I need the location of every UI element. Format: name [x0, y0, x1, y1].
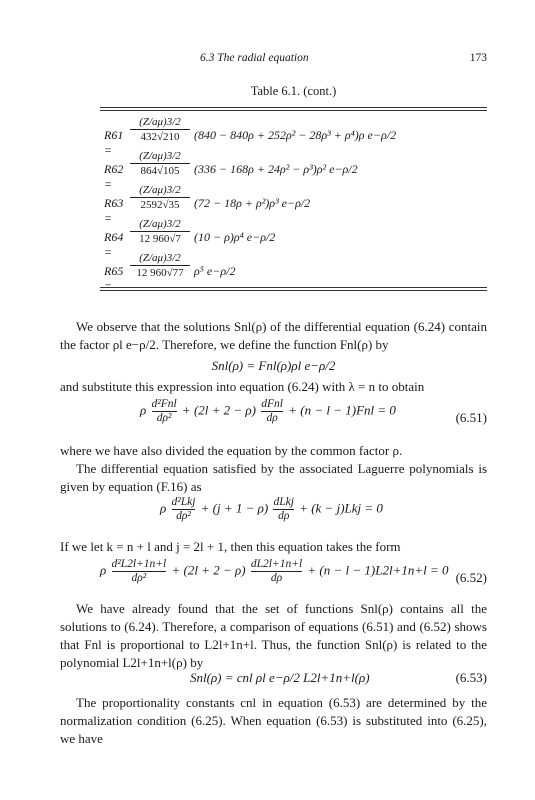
equation-number: (6.51) [455, 410, 487, 425]
row-lhs: R63 = [104, 196, 124, 225]
paragraph: The differential equation satisfied by the associated Laguerre polynomials is given by equation (F.16) as [60, 461, 487, 494]
equation-6-52 [60, 558, 487, 598]
row-den: 432√210 [140, 131, 180, 143]
eq-tail: + (k − j)Lkj = 0 [299, 500, 383, 516]
eq-frac-num: d²L2l+1n+l [111, 558, 167, 570]
paragraph: We observe that the solutions Snl(ρ) of the differential equation (6.24) contain the factor ρl e−ρ/2. Therefore, we define the function Fnl(ρ) by [60, 319, 487, 352]
row-lhs: R65 = [104, 264, 124, 293]
table-top-rule [100, 107, 487, 108]
equation-6-51 [60, 398, 487, 438]
running-title: 6.3 The radial equation [200, 52, 309, 64]
eq-frac-num: dL2l+1n+l [250, 558, 303, 570]
table-bottom-rule-2 [100, 290, 487, 291]
eq-middle: + (2l + 2 − ρ) [181, 402, 256, 418]
eq-middle: + (j + 1 − ρ) [200, 500, 269, 516]
row-num: (Z/aμ)3/2 [139, 116, 181, 128]
eq-frac-num: d²Lkj [171, 496, 196, 508]
eq-tail: + (n − l − 1)L2l+1n+l = 0 [307, 562, 449, 578]
table-bottom-rule [100, 287, 487, 288]
row-num: (Z/aμ)3/2 [139, 150, 181, 162]
eq-body: Snl(ρ) = cnl ρl e−ρ/2 L2l+1n+l(ρ) [190, 670, 370, 685]
table-top-rule-2 [100, 110, 487, 111]
eq-frac-num: dLkj [273, 496, 294, 508]
paragraph: We have already found that the set of functions Snl(ρ) contains all the solutions to (6.24). Therefore, a comparison of equations (6.51) and (6.52) shows that Fnl is proportional to L2l+1n+l. Thus, the function Snl(ρ) is related to the polynomial L2l+1n+l(ρ) by [60, 601, 487, 670]
eq-lead: ρ [140, 402, 147, 418]
row-lhs: R62 = [104, 162, 124, 191]
row-den: 12 960√7 [139, 233, 181, 245]
row-num: (Z/aμ)3/2 [139, 218, 181, 230]
row-den: 2592√35 [140, 199, 180, 211]
eq-frac-den: dρ [261, 411, 283, 425]
eq-frac-num: d²Fnl [151, 398, 177, 410]
eq-frac-den: dρ² [172, 509, 196, 523]
row-lhs: R64 = [104, 230, 124, 259]
eq-frac-den: dρ² [112, 571, 167, 585]
eq-middle: + (2l + 2 − ρ) [171, 562, 246, 578]
row-rhs: ρ⁵ e−ρ/2 [194, 264, 236, 278]
paragraph: and substitute this expression into equation (6.24) with λ = n to obtain [60, 379, 425, 394]
eq-tail: + (n − l − 1)Fnl = 0 [288, 402, 396, 418]
eq-frac-den: dρ [273, 509, 293, 523]
row-rhs: (336 − 168ρ + 24ρ² − ρ³)ρ² e−ρ/2 [194, 162, 358, 176]
row-num: (Z/aμ)3/2 [139, 184, 181, 196]
page-number: 173 [469, 52, 487, 64]
row-den: 864√105 [140, 165, 180, 177]
paragraph: where we have also divided the equation by the common factor ρ. [60, 443, 403, 458]
table-caption: Table 6.1. (cont.) [250, 84, 337, 98]
equation-number: (6.52) [455, 570, 487, 585]
equation-F16 [60, 496, 487, 536]
eq-lead: ρ [100, 562, 107, 578]
eq-frac-num: dFnl [261, 398, 283, 410]
row-lhs: R61 = [104, 128, 124, 157]
row-rhs: (10 − ρ)ρ⁴ e−ρ/2 [194, 230, 276, 244]
row-den: 12 960√77 [136, 267, 184, 279]
row-rhs: (72 − 18ρ + ρ²)ρ³ e−ρ/2 [194, 196, 311, 210]
eq-frac-den: dρ [251, 571, 302, 585]
eq-lead: ρ [160, 500, 167, 516]
row-rhs: (840 − 840ρ + 252ρ² − 28ρ³ + ρ⁴)ρ e−ρ/2 [194, 128, 397, 142]
eq-frac-den: dρ² [152, 411, 177, 425]
page-header [100, 52, 487, 68]
equation-number: (6.53) [455, 670, 487, 685]
equation-6-53 [60, 670, 487, 692]
paragraph: The proportionality constants cnl in equation (6.53) are determined by the normalization condition (6.25). When equation (6.53) is substituted into (6.25), we have [60, 695, 487, 746]
equation-definition: Snl(ρ) = Fnl(ρ)ρl e−ρ/2 [211, 358, 336, 373]
paragraph: If we let k = n + l and j = 2l + 1, then this equation takes the form [60, 539, 401, 554]
row-num: (Z/aμ)3/2 [139, 252, 181, 264]
